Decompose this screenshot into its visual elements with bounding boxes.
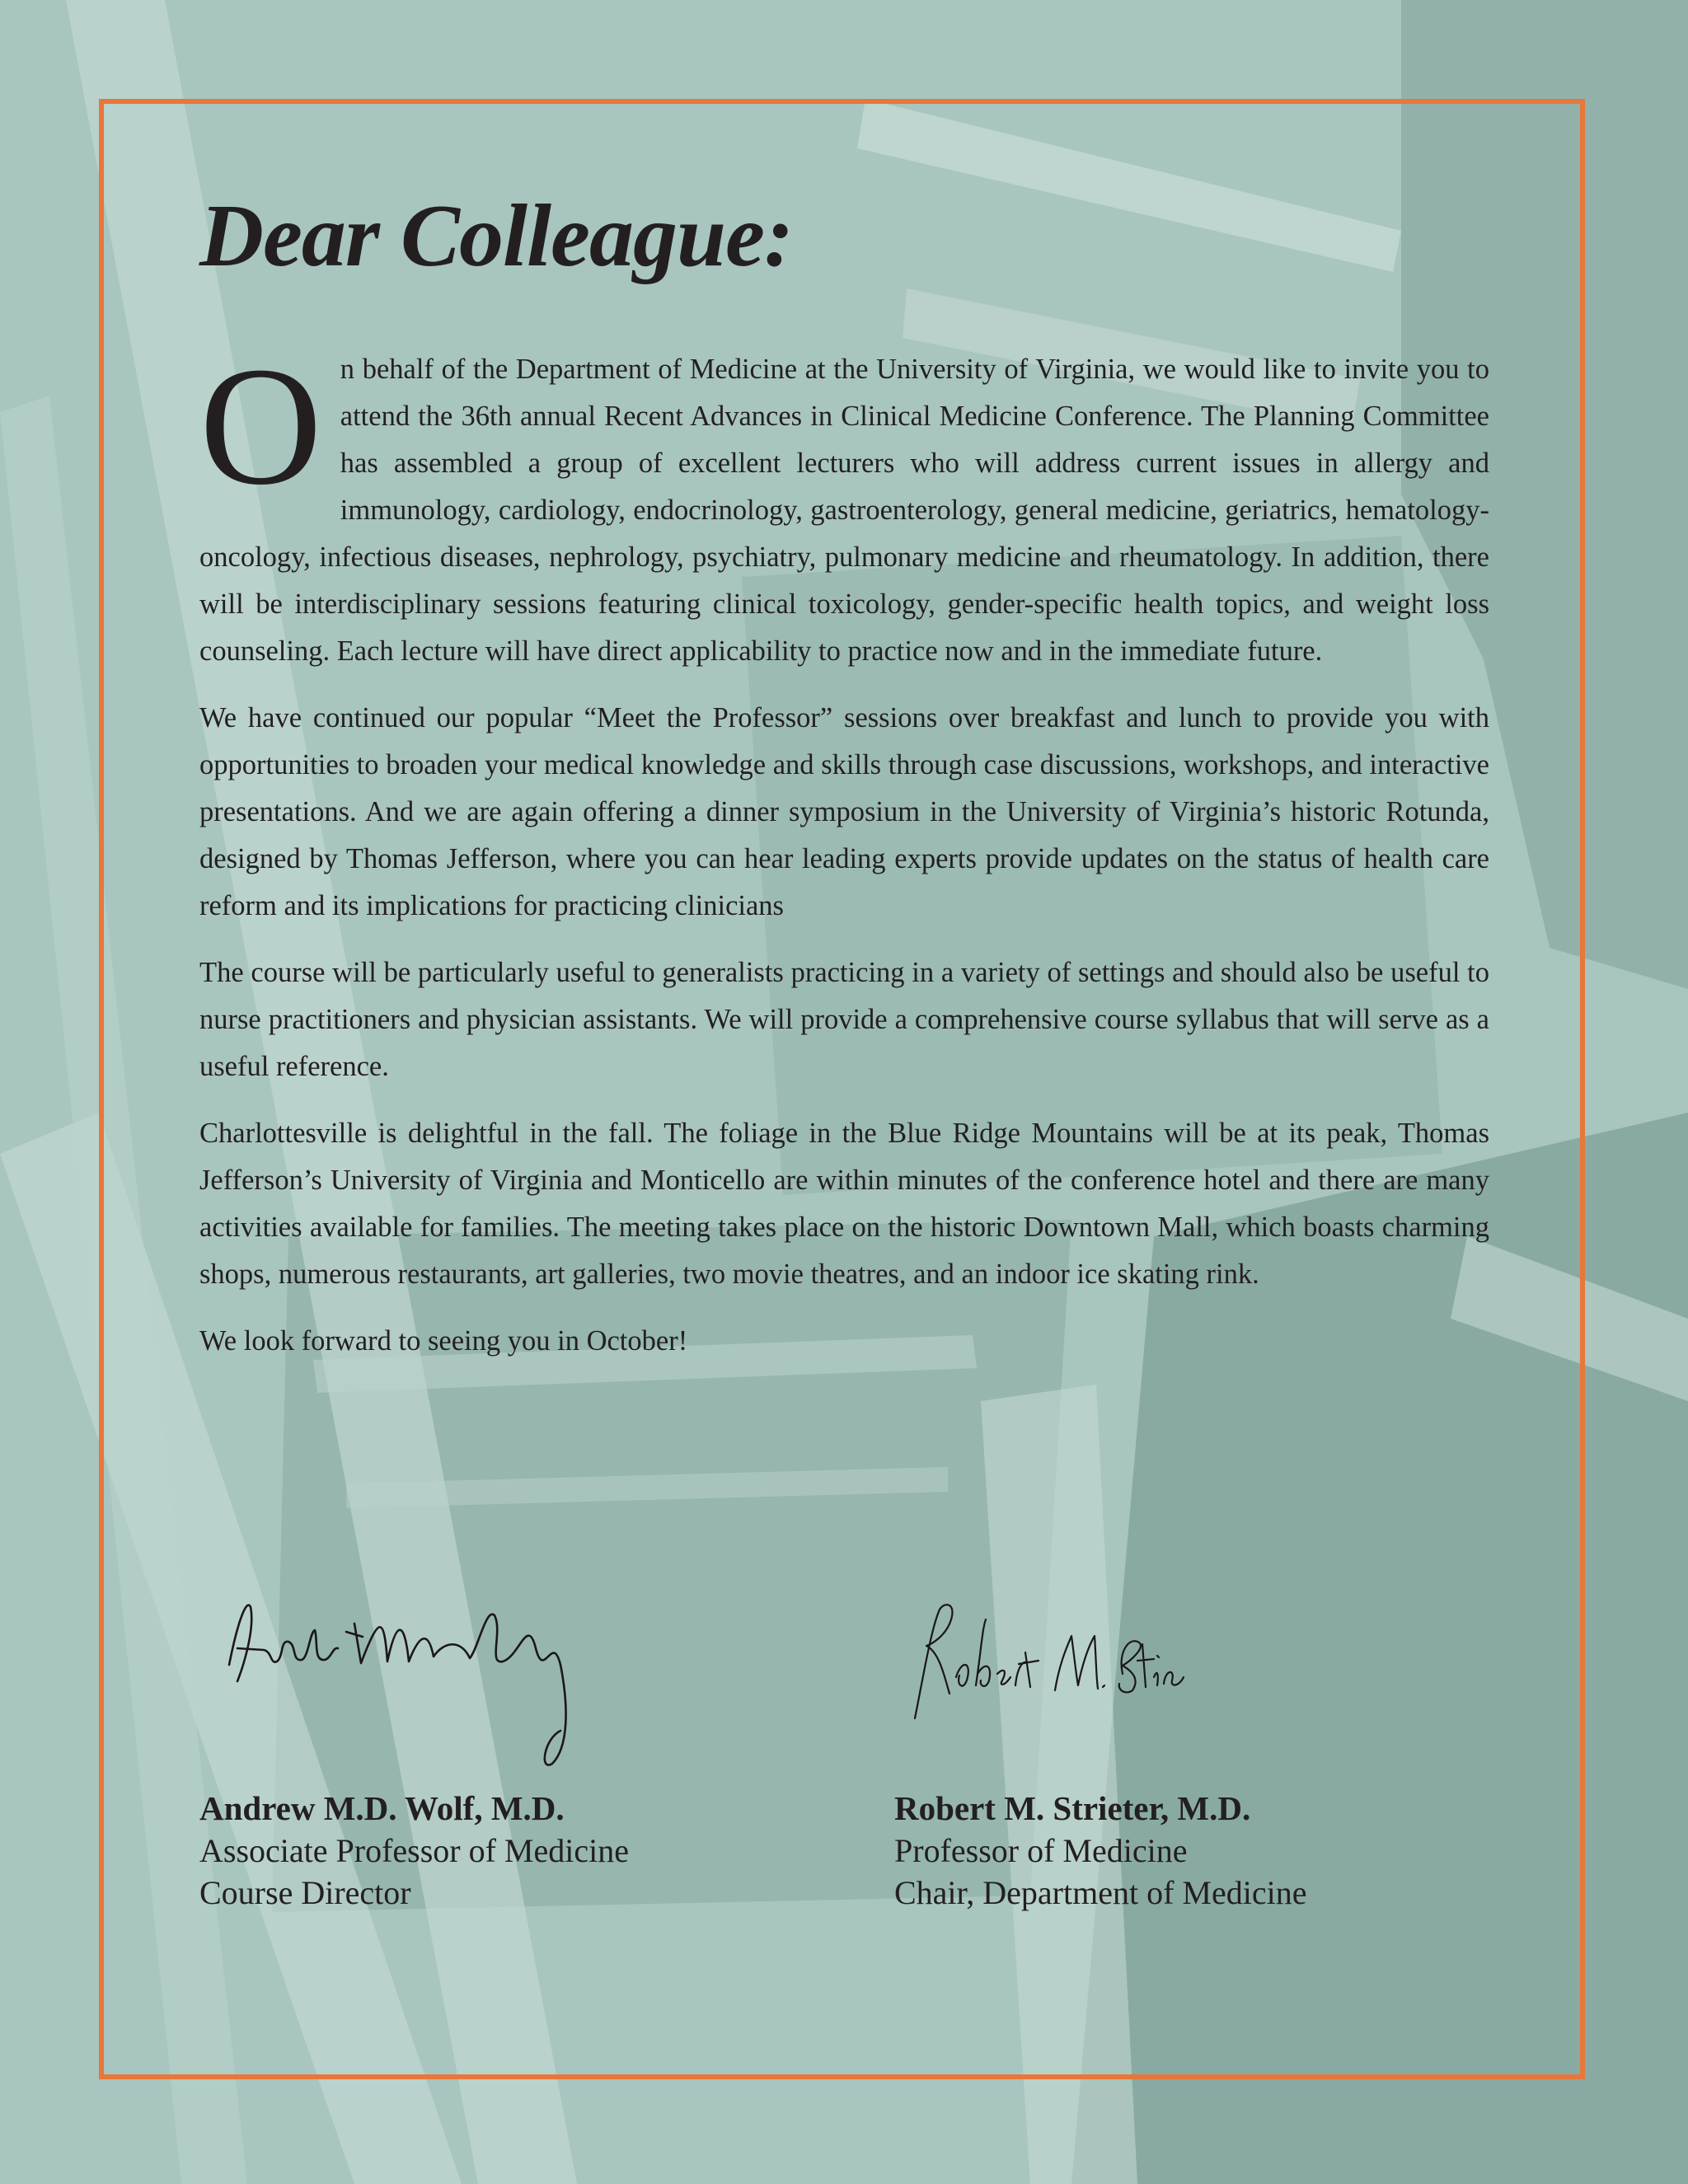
signatory-wolf <box>199 1787 629 1914</box>
paragraph-closing: We look forward to seeing you in October! <box>199 1325 688 1357</box>
salutation: Dear Colleague: <box>199 187 793 285</box>
paragraph-intro <box>199 331 1489 675</box>
signature-strieter <box>907 1595 1187 1727</box>
signatory-strieter <box>894 1787 1306 1914</box>
paragraph-meet-the-professor: We have continued our popular “Meet the Professor” sessions over breakfast and lunch to provide you with opportunities to broaden your medical knowledge and skills through case discussions, workshops, and interactive presentations. And we are again offering a dinner symposium in the University of Virginia’s historic Rotunda, designed by Thomas Jefferson, where you can hear leading experts provide updates on the status of health care reform and its implications for practicing clinicians <box>199 702 1489 921</box>
signatory-title: Professor of Medicine <box>894 1832 1188 1869</box>
paragraph-audience: The course will be particularly useful to generalists practicing in a variety of settings and should also be useful to nurse practitioners and physician assistants. We will provide a comprehensive course syllabus that will serve as a useful reference. <box>199 957 1489 1082</box>
signatory-name: Robert M. Strieter, M.D. <box>894 1789 1251 1827</box>
signature-wolf <box>223 1582 610 1772</box>
signatory-name: Andrew M.D. Wolf, M.D. <box>199 1789 565 1827</box>
signatory-title: Associate Professor of Medicine <box>199 1832 629 1869</box>
signatory-role: Chair, Department of Medicine <box>894 1874 1307 1911</box>
paragraph-charlottesville: Charlottesville is delightful in the fall. The foliage in the Blue Ridge Mountains will be at its peak, Thomas Jefferson’s University of Virginia and Monticello are within minutes of the conference hotel and there are many activities available for families. The meeting takes place on the historic Downtown Mall, which boasts charming shops, numerous restaurants, art galleries, two movie theatres, and an indoor ice skating rink. <box>199 1118 1489 1290</box>
letter-body <box>199 183 1489 1365</box>
signatory-role: Course Director <box>199 1874 411 1911</box>
drop-cap: O <box>199 331 322 520</box>
paragraph-intro-text: n behalf of the Department of Medicine at the University of Virginia, we would like to invite you to attend the 36th annual Recent Advances in Clinical Medicine Conference. The Planning Committee has assembled a group of excellent lecturers who will address current issues in allergy and immunology, cardiology, endocrinology, gastroenterology, general medicine, geriatrics, hematology-oncology, infectious diseases, nephrology, psychiatry, pulmonary medicine and rheumatology. In addition, there will be interdisciplinary sessions featuring clinical toxicology, gender-specific health topics, and weight loss counseling. Each lecture will have direct applicability to practice now and in the immediate future. <box>199 354 1489 667</box>
